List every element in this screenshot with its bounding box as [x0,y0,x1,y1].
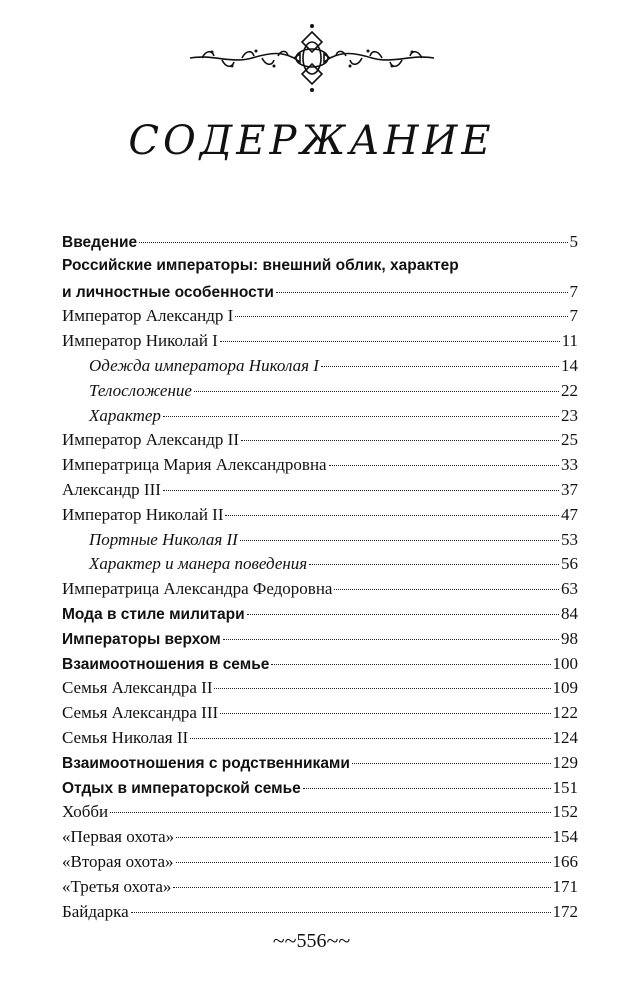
toc-entry-title: Байдарка [62,901,129,921]
toc-entry-page: 47 [561,504,578,524]
toc-entry-title: «Третья охота» [62,876,172,896]
toc-entry [62,604,578,629]
toc-entry [62,654,578,679]
toc-entry-page: 109 [552,678,578,698]
toc-entry-page: 124 [552,727,578,747]
toc-entry-page: 53 [561,529,578,549]
toc-leader-dots [352,763,551,764]
toc-leader-dots [139,242,567,243]
toc-entry [62,232,578,257]
toc-entry [62,678,578,703]
toc-entry [62,306,578,331]
toc-entry [62,331,578,356]
toc-entry-title: Императоры верхом [62,630,221,648]
toc-leader-dots [247,614,559,615]
toc-leader-dots [173,887,550,888]
toc-leader-dots [194,391,559,392]
footer-flourish-left-2: ~ [284,928,297,953]
toc-entry [62,877,578,902]
toc-entry-page: 171 [552,876,578,896]
toc-leader-dots [163,490,559,491]
toc-entry-title: Введение [62,234,138,251]
toc-leader-dots [110,812,550,813]
toc-leader-dots [309,564,559,565]
toc-entry-title: Хобби [62,802,109,822]
table-of-contents [62,232,578,926]
toc-leader-dots [303,788,551,789]
toc-leader-dots [223,639,559,640]
toc-entry [62,455,578,480]
toc-entry [62,827,578,852]
toc-entry-page: 37 [561,479,578,499]
toc-entry-title: Одежда императора Николая I [89,355,319,375]
toc-entry [62,778,578,803]
toc-leader-dots [334,589,559,590]
toc-entry [62,852,578,877]
toc-entry-page: 100 [552,653,578,673]
toc-entry-page: 84 [561,603,578,623]
toc-entry [62,430,578,455]
toc-leader-dots [241,440,559,441]
footer-flourish-left: ~ [272,928,285,953]
toc-leader-dots [176,862,551,863]
toc-entry [62,728,578,753]
toc-entry [62,902,578,927]
toc-entry-title: «Вторая охота» [62,851,174,871]
footer-flourish-right-2: ~ [338,928,351,953]
toc-entry [62,381,578,406]
page-footer [0,928,623,954]
toc-entry [62,530,578,555]
toc-leader-dots [190,738,550,739]
toc-leader-dots [321,366,559,367]
toc-leader-dots [276,292,568,293]
toc-entry [62,480,578,505]
toc-entry-title: Взаимоотношения в семье [62,655,270,673]
toc-leader-dots [163,416,559,417]
toc-entry-title: «Первая охота» [62,827,175,847]
toc-entry-page: 33 [561,455,578,475]
toc-entry-title: Российские императоры: внешний облик, характер [62,256,459,274]
footer-flourish-right: ~ [326,928,339,953]
toc-entry-title: и личностные особенности [62,283,274,301]
toc-entry-page: 154 [552,827,578,847]
toc-entry [62,554,578,579]
toc-entry [62,406,578,431]
toc-leader-dots [176,837,550,838]
toc-entry-title: Портные Николая II [89,529,238,549]
toc-entry-page: 11 [561,331,578,351]
header-ornament [0,18,623,98]
toc-entry-page: 56 [561,554,578,574]
toc-entry-title: Император Николай II [62,504,224,524]
toc-entry-page: 63 [561,579,578,599]
toc-entry [62,629,578,654]
toc-entry-title: Семья Александра III [62,703,219,723]
toc-leader-dots [271,664,550,665]
toc-entry-title: Александр III [62,479,161,499]
toc-entry-title: Характер и манера поведения [89,554,308,574]
toc-leader-dots [220,341,560,342]
toc-leader-dots [220,713,550,714]
toc-entry-page: 22 [561,380,578,400]
toc-entry [62,282,578,307]
toc-leader-dots [131,912,551,913]
toc-entry-page: 7 [569,281,578,301]
toc-entry-page: 25 [561,430,578,450]
toc-leader-dots [214,688,550,689]
toc-entry-title: Телосложение [89,380,192,400]
toc-entry-page: 166 [552,851,578,871]
toc-entry-page: 23 [561,405,578,425]
toc-entry-page: 7 [569,306,578,326]
toc-entry-page: 172 [552,901,578,921]
toc-entry-title: Отдых в императорской семье [62,779,301,797]
toc-entry-title: Взаимоотношения с родственниками [62,754,350,772]
toc-entry [62,802,578,827]
toc-entry-page: 129 [552,752,578,772]
toc-leader-dots [235,316,567,317]
toc-leader-dots [240,540,559,541]
toc-entry-title: Характер [89,405,161,425]
toc-entry-title: Императрица Мария Александровна [62,455,327,475]
toc-entry-title: Император Александр II [62,430,239,450]
toc-entry [62,703,578,728]
toc-entry-page: 5 [569,232,578,251]
toc-entry-page: 151 [552,777,578,797]
toc-entry-page: 122 [552,703,578,723]
page-number: 556 [296,929,327,952]
toc-leader-dots [225,515,559,516]
toc-entry-title: Семья Николая II [62,727,189,747]
toc-entry-title: Императрица Александра Федоровна [62,579,333,599]
toc-entry [62,505,578,530]
toc-entry-page: 14 [561,355,578,375]
page-title: СОДЕРЖАНИЕ [128,118,495,164]
toc-entry-page: 152 [552,802,578,822]
toc-entry-page: 98 [561,628,578,648]
toc-entry-title: Император Николай I [62,331,218,351]
toc-entry [62,753,578,778]
toc-entry [62,257,578,282]
toc-entry [62,356,578,381]
toc-entry-title: Семья Александра II [62,678,213,698]
toc-entry [62,579,578,604]
toc-entry-title: Мода в стиле милитари [62,605,245,623]
floral-ornament-icon [182,18,442,98]
toc-entry-title: Император Александр I [62,306,234,326]
toc-leader-dots [329,465,559,466]
